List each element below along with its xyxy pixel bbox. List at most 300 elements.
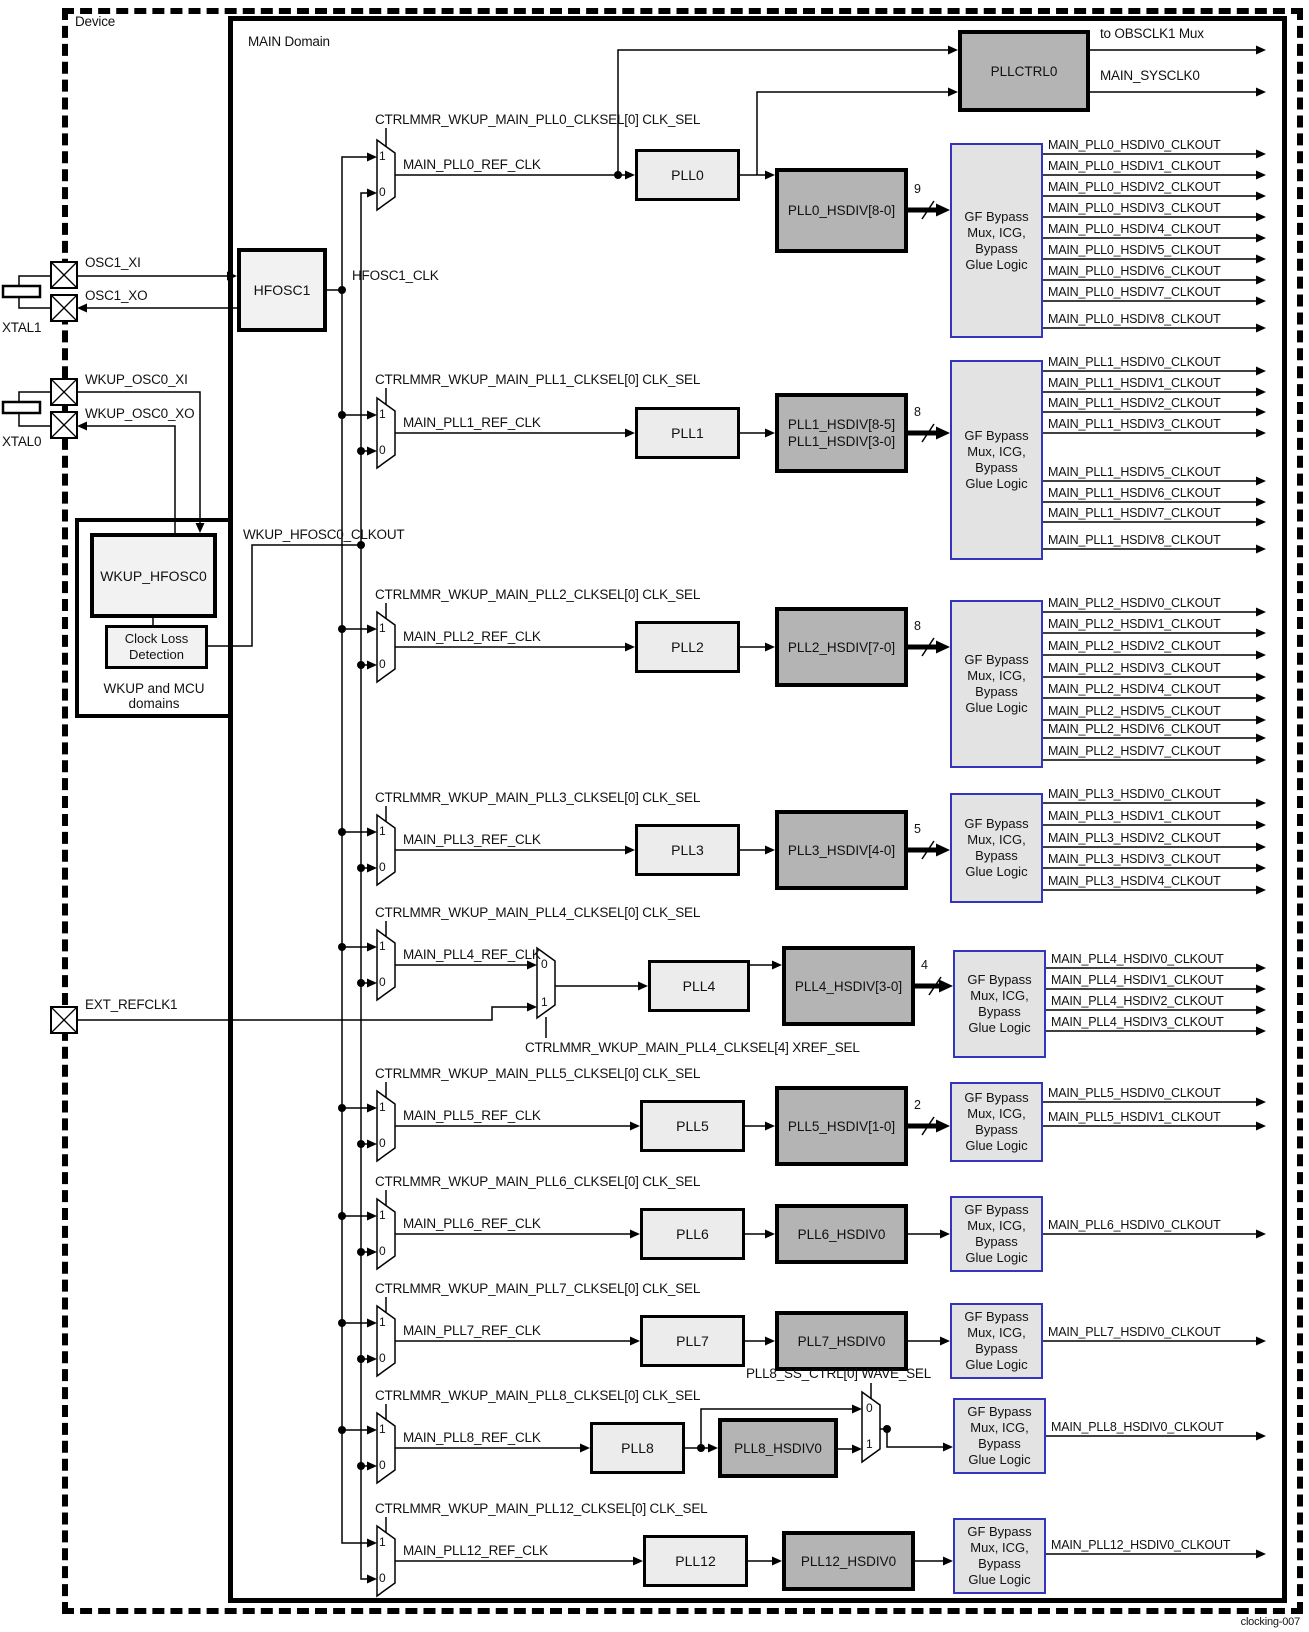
arrowhead: [367, 1319, 377, 1328]
arrowhead: [367, 153, 377, 162]
arrowhead: [1256, 651, 1266, 660]
gf-bypass-box-pll5-text-3: Glue Logic: [965, 1138, 1028, 1153]
mux-in1-label-pll1: 1: [379, 407, 386, 421]
gf-bypass-box-pll4-text-2: Bypass: [978, 1004, 1021, 1019]
hsdiv-box-pll1: [775, 393, 908, 473]
arrowhead: [765, 1122, 775, 1131]
arrowhead: [367, 943, 377, 952]
output-label-pll1-hsdiv-clkout-1: MAIN_PLL1_HSDIV1_CLKOUT: [1048, 376, 1221, 390]
hsdiv-box-pll12: [782, 1531, 915, 1591]
gf-bypass-box-pll5-text-1: Mux, ICG,: [967, 1106, 1026, 1121]
arrowhead: [765, 171, 775, 180]
gf-bypass-box-pll3: [950, 793, 1043, 903]
arrowhead: [943, 1443, 953, 1452]
gf-bypass-box-pll2: [950, 600, 1043, 768]
wkup-hfosc0-clkout-label: WKUP_HFOSC0_CLKOUT: [243, 527, 405, 542]
arrowhead: [1256, 886, 1266, 895]
mux-in1-label-pll12: 1: [379, 1535, 386, 1549]
xtal1-wire: [19, 297, 51, 308]
gf-bypass-box-pll3-text-3: Glue Logic: [965, 864, 1028, 879]
output-label-pll1-hsdiv-clkout-0: MAIN_PLL1_HSDIV0_CLKOUT: [1048, 355, 1221, 369]
pll-box-pll4-text-0: PLL4: [682, 978, 716, 994]
arrowhead: [1256, 629, 1266, 638]
mux-in1-label-pll6: 1: [379, 1208, 386, 1222]
output-label-pll5-hsdiv-clkout-0: MAIN_PLL5_HSDIV0_CLKOUT: [1048, 1086, 1221, 1100]
arrowhead: [943, 1557, 953, 1566]
output-label-pll8-hsdiv-clkout-0: MAIN_PLL8_HSDIV0_CLKOUT: [1051, 1420, 1224, 1434]
gf-bypass-box-pll0-text-1: Mux, ICG,: [967, 224, 1026, 240]
arrowhead: [367, 864, 377, 873]
gf-bypass-box-pll1: [950, 360, 1043, 560]
arrowhead: [772, 1557, 782, 1566]
gf-bypass-box-pll1-text-2: Bypass: [975, 460, 1018, 475]
gf-bypass-box-pll12-text-3: Glue Logic: [968, 1572, 1031, 1587]
xref-in0-label: 0: [541, 957, 548, 971]
output-label-pll0-hsdiv-clkout-6: MAIN_PLL0_HSDIV6_CLKOUT: [1048, 264, 1221, 278]
output-label-pll2-hsdiv-clkout-6: MAIN_PLL2_HSDIV6_CLKOUT: [1048, 722, 1221, 736]
arrowhead: [1256, 324, 1266, 333]
gf-bypass-box-pll4: [953, 950, 1046, 1058]
wkup-domain-caption-text-1: domains: [128, 696, 180, 711]
wave-in0-label: 0: [866, 1401, 873, 1415]
pll-box-pll6-text-0: PLL6: [676, 1226, 709, 1242]
arrowhead: [367, 1212, 377, 1221]
mux-in1-label-pll0: 1: [379, 149, 386, 163]
pll-box-pll2-text-0: PLL2: [671, 639, 704, 655]
arrowhead: [1256, 985, 1266, 994]
arrowhead: [1256, 1550, 1266, 1559]
output-label-pll1-hsdiv-clkout-6: MAIN_PLL1_HSDIV7_CLKOUT: [1048, 506, 1221, 520]
xtal1-wire: [19, 276, 51, 286]
gf-bypass-box-pll8-text-2: Bypass: [978, 1436, 1021, 1451]
output-label-pll0-hsdiv-clkout-3: MAIN_PLL0_HSDIV3_CLKOUT: [1048, 201, 1221, 215]
arrowhead: [765, 643, 775, 652]
gf-bypass-box-pll5-text-2: Bypass: [975, 1122, 1018, 1137]
pll-box-pll0-text-0: PLL0: [671, 167, 704, 183]
gf-bypass-box-pll3-text-0: GF Bypass: [964, 816, 1029, 831]
ref-clk-label-pll12: MAIN_PLL12_REF_CLK: [403, 1543, 548, 1558]
arrowhead: [367, 661, 377, 670]
hsdiv-box-pll6: [775, 1204, 908, 1264]
gf-bypass-box-pll2-text-0: GF Bypass: [964, 652, 1029, 667]
gf-bypass-box-pll1-text-3: Glue Logic: [965, 476, 1028, 491]
output-label-pll3-hsdiv-clkout-0: MAIN_PLL3_HSDIV0_CLKOUT: [1048, 787, 1221, 801]
arrowhead: [1256, 1027, 1266, 1036]
arrowhead: [1256, 843, 1266, 852]
xtal1-crystal: [3, 286, 40, 297]
ref-clk-label-pll7: MAIN_PLL7_REF_CLK: [403, 1323, 541, 1338]
arrowhead: [1256, 1122, 1266, 1131]
arrowhead: [1256, 964, 1266, 973]
gf-bypass-box-pll8: [953, 1398, 1046, 1474]
arrowhead: [765, 846, 775, 855]
ref-clk-label-pll5: MAIN_PLL5_REF_CLK: [403, 1108, 541, 1123]
clock-loss-detection-box-text-0: Clock Loss: [124, 631, 189, 646]
arrowhead: [772, 961, 782, 970]
wkup-domain-caption-text-0: WKUP and MCU: [103, 681, 205, 696]
hsdiv-box-pll0: [775, 168, 908, 253]
main-domain-label: MAIN Domain: [248, 34, 330, 49]
gf-bypass-box-pll6-text-2: Bypass: [975, 1234, 1018, 1249]
gf-bypass-box-pll2-text-2: Bypass: [975, 684, 1018, 699]
figure-id-label: clocking-007: [1240, 1616, 1300, 1628]
clksel-label-pll4: CTRLMMR_WKUP_MAIN_PLL4_CLKSEL[0] CLK_SEL: [375, 905, 701, 920]
arrowhead: [367, 1575, 377, 1584]
clksel-label-pll3: CTRLMMR_WKUP_MAIN_PLL3_CLKSEL[0] CLK_SEL: [375, 790, 701, 805]
gf-bypass-box-pll5-text-0: GF Bypass: [964, 1090, 1029, 1105]
gf-bypass-box-pll6-text-0: GF Bypass: [964, 1202, 1029, 1217]
gf-bypass-box-pll8-text-0: GF Bypass: [967, 1404, 1032, 1419]
arrowhead: [1256, 1006, 1266, 1015]
output-label-pll4-hsdiv-clkout-3: MAIN_PLL4_HSDIV3_CLKOUT: [1051, 1015, 1224, 1029]
output-label-pll2-hsdiv-clkout-7: MAIN_PLL2_HSDIV7_CLKOUT: [1048, 744, 1221, 758]
output-label-pll6-hsdiv-clkout-0: MAIN_PLL6_HSDIV0_CLKOUT: [1048, 1218, 1221, 1232]
ref-clk-label-pll2: MAIN_PLL2_REF_CLK: [403, 629, 541, 644]
gf-bypass-box-pll6: [950, 1196, 1043, 1272]
arrowhead: [367, 411, 377, 420]
mux-in0-label-pll2: 0: [379, 657, 386, 671]
output-label-pll0-hsdiv-clkout-0: MAIN_PLL0_HSDIV0_CLKOUT: [1048, 138, 1221, 152]
hfosc1-clk-bus: [342, 157, 369, 1543]
clock-loss-detection-box: [105, 625, 208, 669]
pllctrl0-box: [958, 30, 1090, 112]
gf-bypass-box-pll8-text-1: Mux, ICG,: [970, 1420, 1029, 1435]
pll-box-pll8: [590, 1422, 685, 1474]
arrowhead: [367, 1355, 377, 1364]
wkup-domain-caption: [75, 676, 233, 716]
arrowhead: [1256, 367, 1266, 376]
arrowhead: [939, 980, 953, 993]
pllctrl0-obsclk-label: to OBSCLK1 Mux: [1100, 26, 1204, 41]
mux-in1-label-pll5: 1: [379, 1100, 386, 1114]
output-label-pll12-hsdiv-clkout-0: MAIN_PLL12_HSDIV0_CLKOUT: [1051, 1538, 1231, 1552]
hsdiv-box-pll5: [775, 1086, 908, 1166]
hsdiv-box-pll6-text-0: PLL6_HSDIV0: [797, 1226, 886, 1242]
arrowhead: [1256, 821, 1266, 830]
arrowhead: [1256, 673, 1266, 682]
arrowhead: [1256, 276, 1266, 285]
pll-box-pll12: [643, 1535, 748, 1587]
mux-in1-label-pll3: 1: [379, 824, 386, 838]
gf-bypass-box-pll2-text-1: Mux, ICG,: [967, 668, 1026, 683]
pllctrl0-box-text-0: PLLCTRL0: [990, 63, 1058, 79]
clksel-label-pll8: CTRLMMR_WKUP_MAIN_PLL8_CLKSEL[0] CLK_SEL: [375, 1388, 701, 1403]
gf-bypass-box-pll1-text-0: GF Bypass: [964, 428, 1029, 443]
output-label-pll4-hsdiv-clkout-1: MAIN_PLL4_HSDIV1_CLKOUT: [1051, 973, 1224, 987]
arrowhead: [367, 1248, 377, 1257]
gf-bypass-box-pll12-text-1: Mux, ICG,: [970, 1540, 1029, 1555]
clksel-label-pll7: CTRLMMR_WKUP_MAIN_PLL7_CLKSEL[0] CLK_SEL: [375, 1281, 701, 1296]
arrowhead: [630, 1337, 640, 1346]
output-label-pll2-hsdiv-clkout-5: MAIN_PLL2_HSDIV5_CLKOUT: [1048, 704, 1221, 718]
arrowhead: [1256, 429, 1266, 438]
arrowhead: [630, 1122, 640, 1131]
xtal0-crystal: [3, 402, 40, 413]
ref-clk-label-pll3: MAIN_PLL3_REF_CLK: [403, 832, 541, 847]
pll-box-pll3-text-0: PLL3: [671, 842, 704, 858]
clksel-label-pll0: CTRLMMR_WKUP_MAIN_PLL0_CLKSEL[0] CLK_SEL: [375, 112, 701, 127]
output-label-pll0-hsdiv-clkout-5: MAIN_PLL0_HSDIV5_CLKOUT: [1048, 243, 1221, 257]
mux-in0-label-pll6: 0: [379, 1244, 386, 1258]
arrowhead: [638, 982, 648, 991]
mux-in0-label-pll3: 0: [379, 860, 386, 874]
arrowhead: [936, 427, 950, 440]
output-label-pll1-hsdiv-clkout-4: MAIN_PLL1_HSDIV5_CLKOUT: [1048, 465, 1221, 479]
arrowhead: [1256, 46, 1266, 55]
gf-bypass-box-pll4-text-1: Mux, ICG,: [970, 988, 1029, 1003]
arrowhead: [765, 429, 775, 438]
gf-bypass-box-pll6-text-1: Mux, ICG,: [967, 1218, 1026, 1233]
pll-box-pll5: [640, 1100, 745, 1152]
output-label-pll3-hsdiv-clkout-4: MAIN_PLL3_HSDIV4_CLKOUT: [1048, 874, 1221, 888]
mux-in0-label-pll12: 0: [379, 1571, 386, 1585]
arrowhead: [77, 422, 87, 431]
arrowhead: [1256, 388, 1266, 397]
gf-bypass-box-pll2-text-3: Glue Logic: [965, 700, 1028, 715]
arrowhead: [940, 1230, 950, 1239]
arrowhead: [625, 643, 635, 652]
pll-box-pll5-text-0: PLL5: [676, 1118, 709, 1134]
gf-bypass-box-pll7: [950, 1303, 1043, 1379]
arrowhead: [1256, 213, 1266, 222]
arrowhead: [948, 46, 958, 55]
arrowhead: [367, 447, 377, 456]
arrowhead: [633, 1557, 643, 1566]
output-label-pll3-hsdiv-clkout-2: MAIN_PLL3_HSDIV2_CLKOUT: [1048, 831, 1221, 845]
arrowhead: [367, 1426, 377, 1435]
arrowhead: [367, 1104, 377, 1113]
xtal0-label: XTAL0: [2, 434, 42, 449]
output-label-pll0-hsdiv-clkout-1: MAIN_PLL0_HSDIV1_CLKOUT: [1048, 159, 1221, 173]
output-label-pll2-hsdiv-clkout-4: MAIN_PLL2_HSDIV4_CLKOUT: [1048, 682, 1221, 696]
xref-sel-label: CTRLMMR_WKUP_MAIN_PLL4_CLKSEL[4] XREF_SEL: [525, 1040, 860, 1055]
gf-bypass-box-pll5: [950, 1082, 1043, 1162]
xtal0-wire: [19, 392, 51, 402]
pll-box-pll2: [635, 621, 740, 673]
arrowhead: [1256, 864, 1266, 873]
hsdiv-box-pll4-text-0: PLL4_HSDIV[3-0]: [794, 978, 903, 994]
arrowhead: [1256, 716, 1266, 725]
arrowhead: [625, 429, 635, 438]
output-label-pll2-hsdiv-clkout-1: MAIN_PLL2_HSDIV1_CLKOUT: [1048, 617, 1221, 631]
arrowhead: [1256, 408, 1266, 417]
output-label-pll2-hsdiv-clkout-3: MAIN_PLL2_HSDIV3_CLKOUT: [1048, 661, 1221, 675]
hsdiv-box-pll8-text-0: PLL8_HSDIV0: [734, 1440, 822, 1456]
arrowhead: [367, 979, 377, 988]
gf-bypass-box-pll3-text-2: Bypass: [975, 848, 1018, 863]
hsdiv-box-pll1-text-0: PLL1_HSDIV[8-5]: [787, 417, 896, 432]
mux-in1-label-pll8: 1: [379, 1422, 386, 1436]
gf-bypass-box-pll0: [950, 143, 1043, 338]
pll0-to-pllctrl0-wire: [757, 92, 950, 175]
mux-in0-label-pll4: 0: [379, 975, 386, 989]
arrowhead: [367, 1539, 377, 1548]
ref-clk-label-pll1: MAIN_PLL1_REF_CLK: [403, 415, 541, 430]
bus-width-label-pll5: 2: [914, 1098, 921, 1112]
ref-clk-label-pll8: MAIN_PLL8_REF_CLK: [403, 1430, 541, 1445]
osc1-xi-label: OSC1_XI: [85, 255, 141, 270]
arrowhead: [1256, 734, 1266, 743]
arrowhead: [580, 1444, 590, 1453]
mux-in1-label-pll7: 1: [379, 1315, 386, 1329]
bus-width-label-pll3: 5: [914, 822, 921, 836]
bus-width-label-pll4: 4: [921, 958, 928, 972]
arrowhead: [1256, 477, 1266, 486]
ref-clk-label-pll0: MAIN_PLL0_REF_CLK: [403, 157, 541, 172]
clksel-label-pll12: CTRLMMR_WKUP_MAIN_PLL12_CLKSEL[0] CLK_SEL: [375, 1501, 708, 1516]
mux-in1-label-pll4: 1: [379, 939, 386, 953]
hsdiv-box-pll5-text-0: PLL5_HSDIV[1-0]: [787, 1118, 896, 1134]
arrowhead: [1256, 799, 1266, 808]
mux-in0-label-pll8: 0: [379, 1458, 386, 1472]
mux-in0-label-pll1: 0: [379, 443, 386, 457]
output-label-pll3-hsdiv-clkout-3: MAIN_PLL3_HSDIV3_CLKOUT: [1048, 852, 1221, 866]
arrowhead: [625, 846, 635, 855]
wkup-osc0-xi-label: WKUP_OSC0_XI: [85, 372, 188, 387]
arrowhead: [1256, 255, 1266, 264]
hsdiv-box-pll1-text-1: PLL1_HSDIV[3-0]: [787, 434, 896, 449]
arrowhead: [936, 204, 950, 217]
arrowhead: [1256, 756, 1266, 765]
arrowhead: [1256, 608, 1266, 617]
arrowhead: [625, 171, 635, 180]
output-label-pll5-hsdiv-clkout-1: MAIN_PLL5_HSDIV1_CLKOUT: [1048, 1110, 1221, 1124]
output-label-pll3-hsdiv-clkout-1: MAIN_PLL3_HSDIV1_CLKOUT: [1048, 809, 1221, 823]
arrowhead: [1256, 88, 1266, 97]
gf-bypass-box-pll12-text-2: Bypass: [978, 1556, 1021, 1571]
hsdiv-box-pll8: [718, 1418, 838, 1478]
arrowhead: [1256, 1098, 1266, 1107]
wkup-hfosc0-box: [90, 533, 217, 618]
pll-box-pll7: [640, 1315, 745, 1367]
gf-bypass-box-pll7-text-1: Mux, ICG,: [967, 1325, 1026, 1340]
arrowhead: [765, 1230, 775, 1239]
mux-in0-label-pll0: 0: [379, 185, 386, 199]
output-label-pll2-hsdiv-clkout-0: MAIN_PLL2_HSDIV0_CLKOUT: [1048, 596, 1221, 610]
pll-box-pll1: [635, 407, 740, 459]
pllctrl0-sysclk-label: MAIN_SYSCLK0: [1100, 68, 1200, 83]
hsdiv-box-pll12-text-0: PLL12_HSDIV0: [800, 1553, 897, 1569]
arrowhead: [1256, 150, 1266, 159]
hsdiv-box-pll7-text-0: PLL7_HSDIV0: [797, 1333, 886, 1349]
arrowhead: [227, 272, 237, 281]
clksel-label-pll1: CTRLMMR_WKUP_MAIN_PLL1_CLKSEL[0] CLK_SEL: [375, 372, 701, 387]
osc1-xo-label: OSC1_XO: [85, 288, 148, 303]
wave-sel-label: PLL8_SS_CTRL[0] WAVE_SEL: [746, 1366, 932, 1381]
hsdiv-box-pll2-text-0: PLL2_HSDIV[7-0]: [787, 639, 896, 655]
gf-bypass-box-pll1-text-1: Mux, ICG,: [967, 444, 1026, 459]
gf-bypass-box-pll0-text-0: GF Bypass: [964, 208, 1029, 224]
gf-bypass-box-pll4-text-0: GF Bypass: [967, 972, 1032, 987]
bus-width-label-pll2: 8: [914, 619, 921, 633]
wkup-hfosc0-box-text-0: WKUP_HFOSC0: [100, 567, 207, 584]
arrowhead: [936, 844, 950, 857]
arrowhead: [367, 828, 377, 837]
output-label-pll4-hsdiv-clkout-0: MAIN_PLL4_HSDIV0_CLKOUT: [1051, 952, 1224, 966]
pll-box-pll3: [635, 824, 740, 876]
gf-bypass-box-pll12: [953, 1518, 1046, 1594]
arrowhead: [1256, 297, 1266, 306]
wkup-osc0-xo-wire: [87, 426, 175, 533]
arrowhead: [1256, 498, 1266, 507]
hsdiv-box-pll2: [775, 607, 908, 687]
hsdiv-box-pll7: [775, 1311, 908, 1371]
gf-bypass-box-pll7-text-3: Glue Logic: [965, 1357, 1028, 1372]
arrowhead: [1256, 234, 1266, 243]
gf-bypass-box-pll0-text-3: Glue Logic: [965, 256, 1028, 272]
arrowhead: [948, 88, 958, 97]
hfosc1-clk-label: HFOSC1_CLK: [352, 268, 439, 283]
ext-refclk1-label: EXT_REFCLK1: [85, 997, 178, 1012]
output-label-pll2-hsdiv-clkout-2: MAIN_PLL2_HSDIV2_CLKOUT: [1048, 639, 1221, 653]
output-label-pll1-hsdiv-clkout-7: MAIN_PLL1_HSDIV8_CLKOUT: [1048, 533, 1221, 547]
output-label-pll1-hsdiv-clkout-2: MAIN_PLL1_HSDIV2_CLKOUT: [1048, 396, 1221, 410]
bus-width-label-pll1: 8: [914, 405, 921, 419]
arrowhead: [708, 1444, 718, 1453]
wave-in1-label: 1: [866, 1437, 873, 1451]
arrowhead: [852, 1405, 862, 1414]
clksel-label-pll2: CTRLMMR_WKUP_MAIN_PLL2_CLKSEL[0] CLK_SEL: [375, 587, 701, 602]
arrowhead: [765, 1337, 775, 1346]
arrowhead: [1256, 171, 1266, 180]
arrowhead: [940, 1337, 950, 1346]
output-label-pll1-hsdiv-clkout-3: MAIN_PLL1_HSDIV3_CLKOUT: [1048, 417, 1221, 431]
output-label-pll0-hsdiv-clkout-8: MAIN_PLL0_HSDIV8_CLKOUT: [1048, 312, 1221, 326]
output-label-pll0-hsdiv-clkout-7: MAIN_PLL0_HSDIV7_CLKOUT: [1048, 285, 1221, 299]
clksel-label-pll6: CTRLMMR_WKUP_MAIN_PLL6_CLKSEL[0] CLK_SEL: [375, 1174, 701, 1189]
xref-in1-label: 1: [541, 995, 548, 1009]
pll-box-pll8-text-0: PLL8: [621, 1440, 654, 1456]
clock-loss-detection-box-text-1: Detection: [129, 647, 184, 662]
gf-bypass-box-pll6-text-3: Glue Logic: [965, 1250, 1028, 1265]
pll-box-pll0: [635, 149, 740, 201]
hsdiv-box-pll0-text-0: PLL0_HSDIV[8-0]: [787, 203, 896, 218]
output-label-pll0-hsdiv-clkout-2: MAIN_PLL0_HSDIV2_CLKOUT: [1048, 180, 1221, 194]
arrowhead: [1256, 1337, 1266, 1346]
ref-clk-label-pll6: MAIN_PLL6_REF_CLK: [403, 1216, 541, 1231]
arrowhead: [1256, 192, 1266, 201]
arrowhead: [527, 1003, 537, 1012]
arrowhead: [852, 1445, 862, 1454]
hsdiv-box-pll3-text-0: PLL3_HSDIV[4-0]: [787, 842, 896, 858]
pll-box-pll1-text-0: PLL1: [671, 425, 704, 441]
output-label-pll0-hsdiv-clkout-4: MAIN_PLL0_HSDIV4_CLKOUT: [1048, 222, 1221, 236]
arrowhead: [1256, 518, 1266, 527]
arrowhead: [1256, 545, 1266, 554]
mux-in1-label-pll2: 1: [379, 621, 386, 635]
arrowhead: [1256, 1230, 1266, 1239]
gf-bypass-box-pll7-text-2: Bypass: [975, 1341, 1018, 1356]
junction-dot: [883, 1425, 891, 1433]
pll-box-pll12-text-0: PLL12: [675, 1553, 716, 1569]
pll-box-pll4: [648, 960, 750, 1012]
hfosc1-box-text-0: HFOSC1: [253, 282, 311, 298]
output-label-pll1-hsdiv-clkout-5: MAIN_PLL1_HSDIV6_CLKOUT: [1048, 486, 1221, 500]
output-label-pll4-hsdiv-clkout-2: MAIN_PLL4_HSDIV2_CLKOUT: [1051, 994, 1224, 1008]
pll-box-pll6: [640, 1208, 745, 1260]
gf-bypass-box-pll0-text-2: Bypass: [975, 240, 1018, 256]
arrowhead: [77, 304, 87, 313]
wkup-osc0-xo-label: WKUP_OSC0_XO: [85, 406, 195, 421]
mux-in0-label-pll7: 0: [379, 1351, 386, 1365]
hsdiv-box-pll3: [775, 810, 908, 890]
device-label: Device: [75, 14, 116, 29]
arrowhead: [1256, 1432, 1266, 1441]
arrowhead: [936, 1120, 950, 1133]
output-label-pll7-hsdiv-clkout-0: MAIN_PLL7_HSDIV0_CLKOUT: [1048, 1325, 1221, 1339]
wkup-hfosc0-clkout-bus: [361, 193, 369, 1579]
arrowhead: [936, 641, 950, 654]
